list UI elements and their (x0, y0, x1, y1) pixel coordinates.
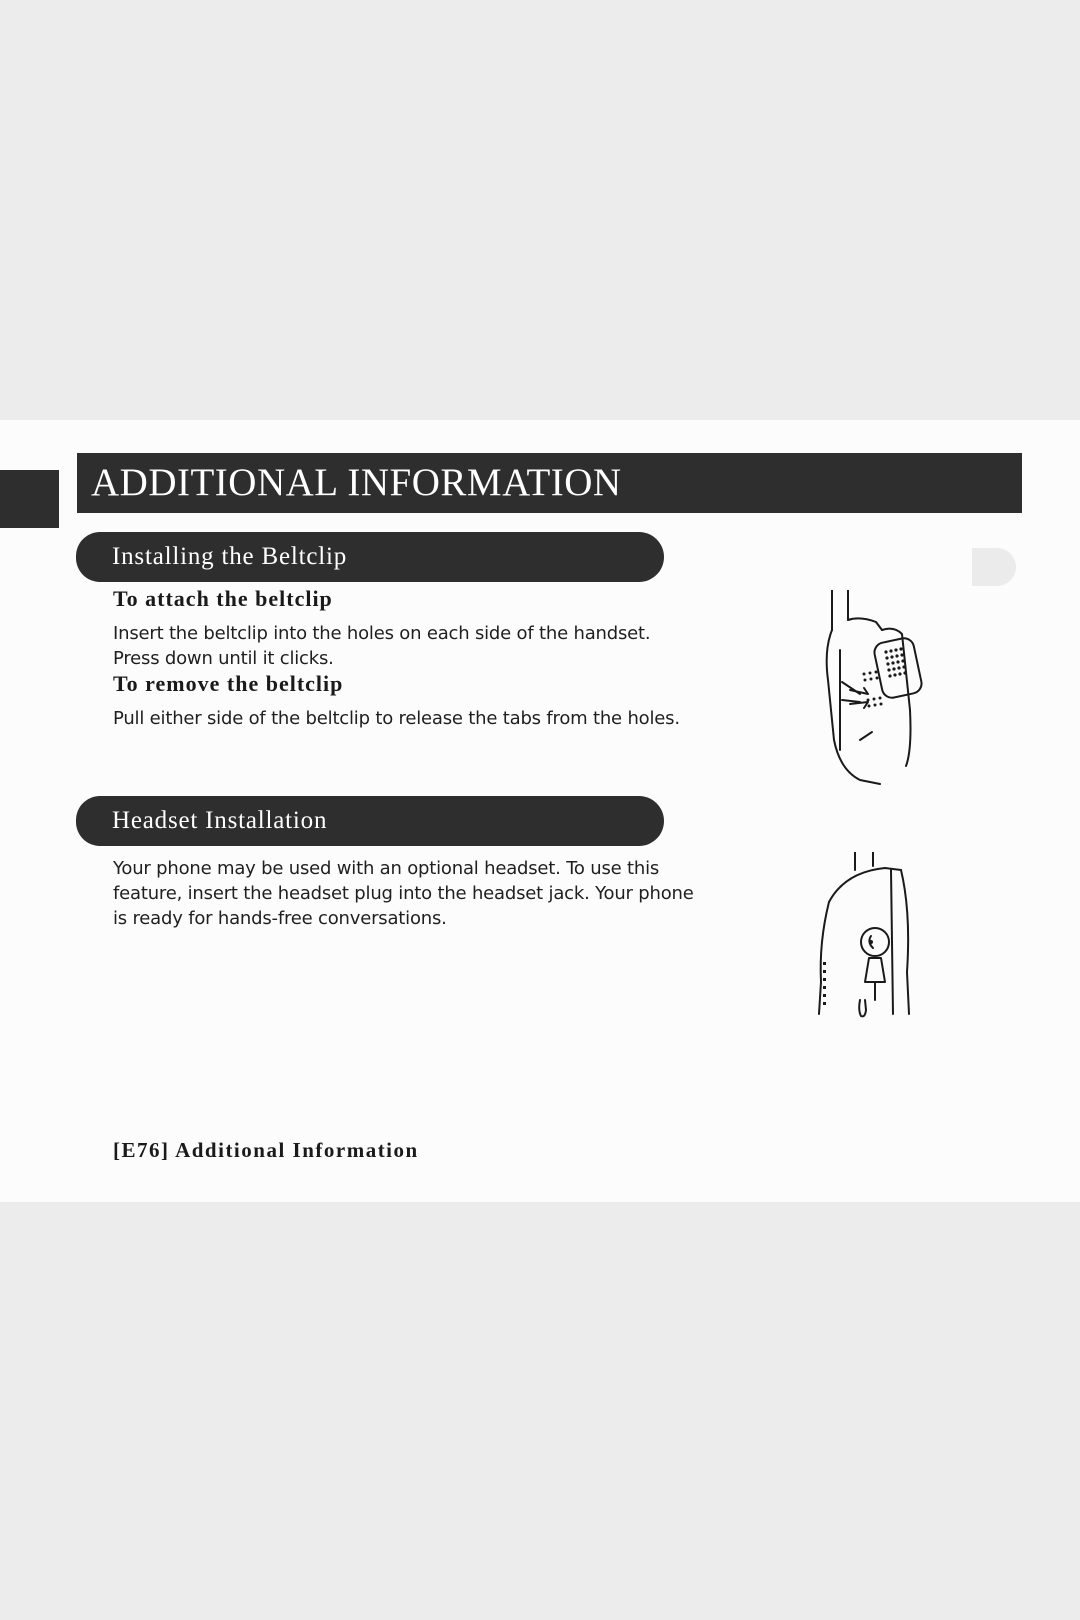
page-title: ADDITIONAL INFORMATION (77, 453, 1022, 513)
headset-instruction-line-1: Your phone may be used with an optional headset. To use this (113, 858, 660, 879)
beltclip-illustration-icon (820, 590, 980, 786)
subheading-remove-beltclip: To remove the beltclip (113, 671, 344, 696)
bleed-through-tab (972, 548, 1016, 586)
manual-page (0, 420, 1080, 1202)
attach-instruction-line-1: Insert the beltclip into the holes on each side of the handset. (113, 623, 651, 644)
headset-instruction-line-2: feature, insert the headset plug into the headset jack. Your phone (113, 883, 694, 904)
page-footer: [E76] Additional Information (113, 1138, 419, 1162)
headset-jack-illustration-icon (815, 852, 965, 1052)
remove-instruction-line-1: Pull either side of the beltclip to release the tabs from the holes. (113, 708, 680, 729)
attach-instruction-line-2: Press down until it clicks. (113, 648, 334, 669)
subheading-attach-beltclip: To attach the beltclip (113, 586, 333, 611)
section-heading-headset: Headset Installation (76, 796, 664, 846)
headset-instruction-line-3: is ready for hands-free conversations. (113, 908, 447, 929)
section-edge-tab (0, 470, 59, 528)
section-heading-beltclip: Installing the Beltclip (76, 532, 664, 582)
